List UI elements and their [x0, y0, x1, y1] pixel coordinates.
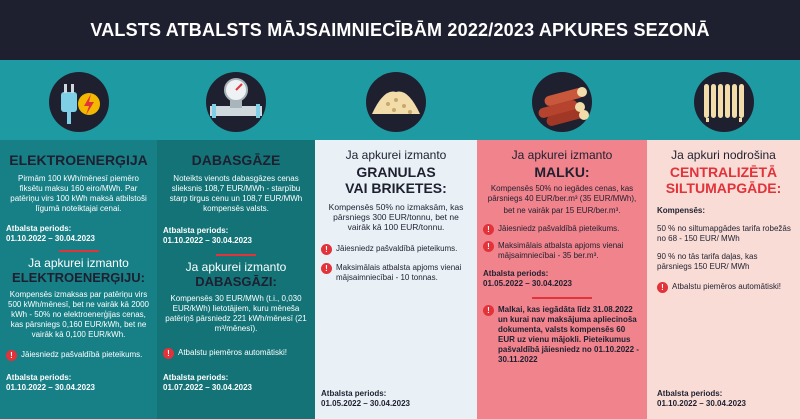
divider	[216, 254, 256, 256]
alert-icon: !	[163, 348, 174, 359]
alert-icon: !	[657, 282, 668, 293]
plug-lightning-icon	[47, 70, 111, 139]
gas-sub-intro: Ja apkurei izmanto	[185, 260, 287, 274]
divider	[532, 297, 592, 299]
electricity-sub-intro: Ja apkurei izmanto	[28, 256, 129, 270]
district-heating-column	[647, 60, 800, 419]
pellets-column	[315, 60, 477, 419]
alert-icon: !	[483, 224, 494, 235]
electricity-sub-heading: ELEKTROENERĢIJU:	[12, 270, 145, 285]
firewood-period: 01.05.2022 – 30.04.2023	[483, 279, 572, 288]
gas-sub-text: Kompensēs 30 EUR/MWh (t.i., 0,030 EUR/kWh) lietotājiem, kuru mēneša patēriņš pārsniedz 221 kWh/mēnesī (21 m³/mēnesī).	[165, 294, 307, 333]
alert-icon: !	[321, 263, 332, 274]
district-item-1: 50 % no siltumapgādes tarifa robežās no 68 - 150 EUR/ MWh	[657, 224, 791, 243]
page-title: VALSTS ATBALSTS MĀJSAIMNIECĪBĀM 2022/2023 APKURES SEZONĀ	[90, 19, 710, 40]
gas-period-label: Atbalsta periods:	[163, 226, 229, 235]
firewood-column	[477, 60, 647, 419]
firewood-note: ! Malkai, kas iegādāta līdz 31.08.2022 un kurai nav maksājuma apliecinoša dokumenta, valsts kompensēs 60 EUR uz vienu mājokli. Pieteikumus pašvaldībā jāiesniedz no 01.10.2022 - 30.11.2022	[483, 305, 641, 365]
pellets-heading-1: GRANULAS	[356, 164, 436, 180]
firewood-heading: MALKU:	[534, 164, 590, 180]
firewood-alert-2: ! Maksimālais atbalsta apjoms vienai mājsaimniecībai - 35 ber.m³.	[483, 241, 641, 261]
district-comp-label: Kompensēs:	[657, 206, 706, 215]
pellets-alert-1: ! Jāiesniedz pašvaldībā pieteikums.	[321, 244, 471, 255]
electricity-column	[0, 60, 157, 419]
alert-icon: !	[483, 305, 494, 316]
firewood-text-2: bet ne vairāk par 15 EUR/ber.m³.	[503, 206, 621, 215]
gas-period: 01.10.2022 – 30.04.2023	[163, 236, 252, 245]
gas-sub-period-label: Atbalsta periods:	[163, 373, 229, 382]
pellets-period: 01.05.2022 – 30.04.2023	[321, 399, 410, 408]
firewood-period-label: Atbalsta periods:	[483, 269, 549, 278]
district-heading-1: CENTRALIZĒTĀ	[669, 164, 778, 180]
pellets-alert-2: ! Maksimālais atbalsta apjoms vienai mājsaimniecībai - 10 tonnas.	[321, 263, 471, 283]
pellets-period-label: Atbalsta periods:	[321, 389, 387, 398]
gas-sub-heading: DABASGĀZI:	[195, 274, 277, 289]
district-item-2: 90 % no tās tarifa daļas, kas pārsniegs 150 EUR/ MWh	[657, 252, 758, 271]
district-alert: ! Atbalstu piemēros automātiski!	[657, 282, 794, 293]
firewood-intro: Ja apkurei izmanto	[511, 148, 613, 162]
firewood-alert-1: ! Jāiesniedz pašvaldībā pieteikums.	[483, 224, 641, 235]
alert-icon: !	[321, 244, 332, 255]
radiator-icon	[692, 70, 756, 139]
electricity-sub-text: Kompensēs izmaksas par patēriņu virs 500 kWh/mēnesī, bet ne vairāk kā 2000 kWh - 50% no elektroenerģijas cenas, kas pārsniegs 0,160 EUR/kWh, bet ne vairāk kā 0,100 EUR/kWh.	[8, 290, 149, 339]
pellets-intro: Ja apkurei izmanto	[345, 148, 447, 162]
electricity-period-label: Atbalsta periods:	[6, 224, 72, 233]
gas-heading: DABASGĀZE	[191, 152, 281, 168]
electricity-sub-period-label: Atbalsta periods:	[6, 373, 72, 382]
pellets-heading-2: VAI BRIKETES:	[345, 180, 447, 196]
district-period-label: Atbalsta periods:	[657, 389, 723, 398]
gas-meter-icon	[204, 70, 268, 139]
gas-sub-period: 01.07.2022 – 30.04.2023	[163, 383, 252, 392]
firewood-text-1: Kompensēs 50% no iegādes cenas, kas pārsniegs 40 EUR/ber.m³ (35 EUR/MWh),	[487, 184, 637, 203]
gas-text: Noteikts vienots dabasgāzes cenas slieksnis 108,7 EUR/MWh - starpību starp tirgus cenu un 108,7 EUR/MWh kompensēs valsts.	[169, 174, 303, 213]
district-intro: Ja apkuri nodrošina	[671, 148, 776, 162]
pellets-icon	[364, 70, 428, 139]
electricity-alert: ! Jāiesniedz pašvaldībā pieteikums.	[6, 350, 151, 361]
district-period: 01.10.2022 – 30.04.2023	[657, 399, 746, 408]
gas-alert: ! Atbalstu piemēros automātiski!	[163, 348, 309, 359]
alert-icon: !	[6, 350, 17, 361]
pellets-text: Kompensēs 50% no izmaksām, kas pārsniegs 300 EUR/tonnu, bet ne vairāk kā 100 EUR/tonnu.	[328, 202, 464, 232]
electricity-sub-period: 01.10.2022 – 30.04.2023	[6, 383, 95, 392]
electricity-text: Pirmām 100 kWh/mēnesī piemēro fiksētu maksu 160 eiro/MWh. Par patēriņu virs 100 kWh maksā atbilstoši līgumā noteiktajai cenai.	[10, 174, 147, 213]
firewood-icon	[530, 70, 594, 139]
district-heading-2: SILTUMAPGĀDE:	[665, 180, 782, 196]
gas-column	[157, 60, 315, 419]
electricity-period: 01.10.2022 – 30.04.2023	[6, 234, 95, 243]
divider	[59, 250, 99, 252]
title-bar	[0, 0, 800, 60]
electricity-heading: ELEKTROENERĢIJA	[9, 152, 148, 168]
alert-icon: !	[483, 241, 494, 252]
